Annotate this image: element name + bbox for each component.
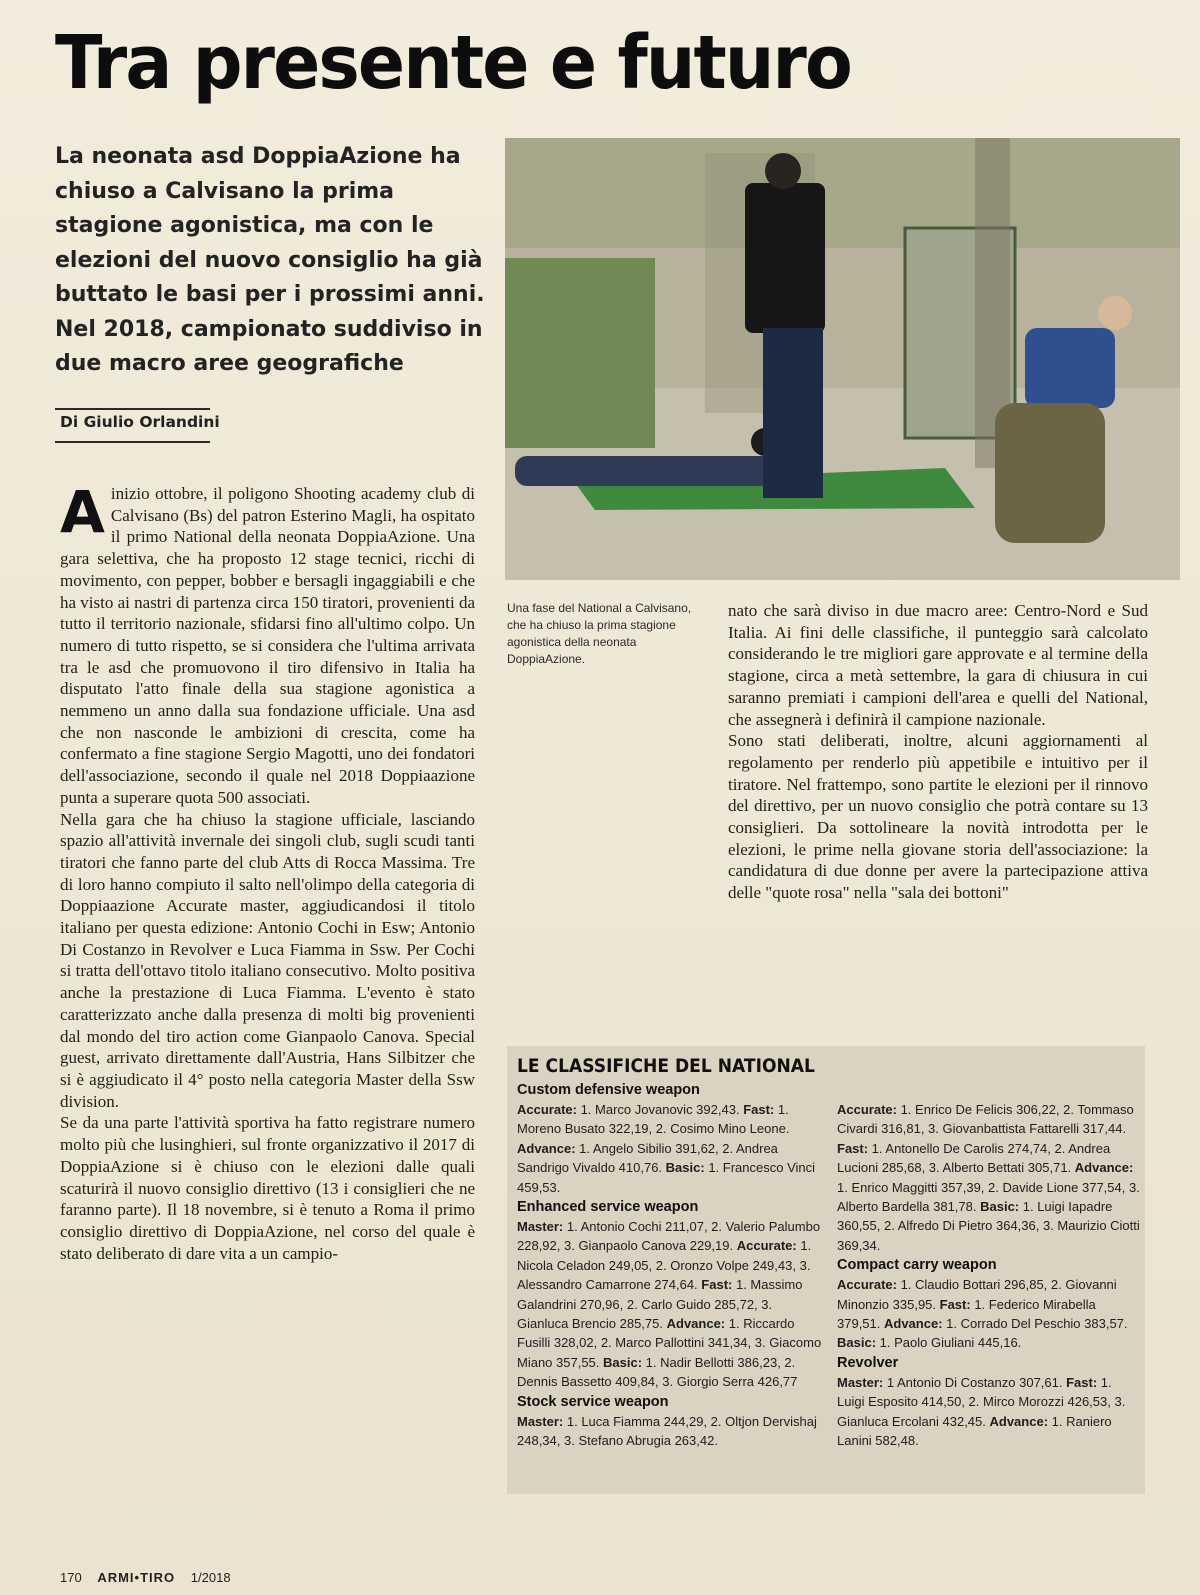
article-paragraph — [60, 478, 475, 809]
photo-standing-officer — [745, 183, 825, 333]
issue-number: 1/2018 — [190, 1570, 231, 1585]
photo-standing-officer-head — [765, 153, 801, 189]
magazine-logo: ARMI•TIRO — [97, 1570, 176, 1585]
ranking-entry: Accurate: 1. Claudio Bottari 296,85, 2. Giovanni Minonzio 335,95. Fast: 1. Federico Mirabella 379,51. Advance: 1. Corrado Del Peschio 383,57. Basic: 1. Paolo Giuliani 445,16. — [837, 1277, 1128, 1351]
article-paragraph: Nella gara che ha chiuso la stagione ufficiale, lasciando spazio all'attività invernale dei singoli club, sugli scudi tanti tiratori che fanno parte del club Atts di Rocca Massima. Tre di loro hanno compiuto il salto nell'olimpo della categoria di Doppiaazione Accurate master, aggiudicandosi il titolo italiano per questa edizione: Antonio Cochi in Esw; Antonio Di Costanzo in Revolver e Luca Fiamma in Ssw. Per Cochi si tratta dell'ottavo titolo italiano consecutivo. Molto positiva anche la prestazione di Luca Fiamma. L'evento è stato caratterizzato anche dalla presenza di molti big provenienti dal mondo del tiro action come Gianpaolo Canova. Special guest, arrivato direttamente dall'Austria, Hans Silbitzer che si è aggiudicato il 4° posto nella categoria Master della Ssw division. — [60, 809, 475, 1111]
photo-crouching-shooter — [1025, 328, 1115, 408]
ranking-heading: Custom defensive weapon — [517, 1082, 700, 1098]
photo-bush — [505, 258, 655, 448]
byline-rule-top — [55, 408, 210, 410]
article-column-right — [728, 600, 1148, 904]
photo-caption: Una fase del National a Calvisano, che ha chiuso la prima stagione agonistica della neonata DoppiaAzione. — [507, 601, 692, 666]
ranking-heading: Revolver — [837, 1354, 899, 1371]
dropcap: A — [60, 478, 105, 546]
byline-rule-bottom — [55, 441, 210, 443]
ranking-entry: Accurate: 1. Enrico De Felicis 306,22, 2. Tommaso Civardi 316,81, 3. Giovanbattista Fattarelli 317,44. Fast: 1. Antonello De Carolis 274,74, 2. Andrea Lucioni 285,68, 3. Alberto Bettati 305,71. Advance: 1. Enrico Maggitti 357,39, 2. Davide Lione 377,54, 3. Alberto Bardella 381,78. Basic: 1. Luigi Iapadre 360,55, 2. Alfredo Di Pietro 364,36, 3. Maurizio Ciotti 369,34. — [837, 1102, 1140, 1253]
ranking-heading: Stock service weapon — [517, 1393, 669, 1410]
rankings-column-left — [517, 1080, 822, 1451]
ranking-entry: Accurate: 1. Marco Jovanovic 392,43. Fast: 1. Moreno Busato 322,19, 2. Cosimo Mino Leone. Advance: 1. Angelo Sibilio 391,62, 2. Andrea Sandrigo Vivaldo 410,76. Basic: 1. Francesco Vinci 459,53. — [517, 1102, 816, 1195]
ranking-entry: Master: 1. Antonio Cochi 211,07, 2. Valerio Palumbo 228,92, 3. Gianpaolo Canova 229,19. Accurate: 1. Nicola Celadon 249,05, 2. Oronzo Volpe 249,43, 3. Alessandro Camarrone 274,64. Fast: 1. Massimo Galandrini 270,96, 2. Carlo Guido 285,72, 3. Gianluca Brencio 285,75. Advance: 1. Riccardo Fusilli 328,02, 2. Marco Pallottini 341,34, 3. Giacomo Miano 357,55. Basic: 1. Nadir Bellotti 386,23, 2. Dennis Bassetto 409,84, 3. Giorgio Serra 426,77 — [517, 1219, 822, 1390]
ranking-entry: Master: 1. Luca Fiamma 244,29, 2. Oltjon Dervishaj 248,34, 3. Stefano Abrugia 263,42. — [517, 1413, 817, 1449]
photo-crouching-shooter-legs — [995, 403, 1105, 543]
shooting-range-photo — [505, 138, 1180, 580]
page-number: 170 — [60, 1570, 82, 1585]
photo-trees — [505, 138, 1180, 248]
ranking-heading: Enhanced service weapon — [517, 1199, 699, 1216]
byline: Di Giulio Orlandini — [60, 413, 220, 431]
page-footer — [60, 1570, 231, 1585]
article-paragraph: Se da una parte l'attività sportiva ha fatto registrare numero molto più che lusinghieri, sul fronte organizzativo il 2017 di DoppiaAzione si è chiuso con le elezioni dalle quali scaturirà il nuovo consiglio direttivo (13 i consiglieri che ne faranno parte). Il 18 novembre, si è tenuto a Roma il primo consiglio direttivo di DoppiaAzione, nel corso del quale è stato deliberato di dare vita a un campio- — [60, 1113, 475, 1263]
photo-crouching-shooter-head — [1098, 296, 1132, 330]
ranking-heading: Compact carry weapon — [837, 1257, 997, 1274]
rankings-title: LE CLASSIFICHE DEL NATIONAL — [517, 1055, 815, 1077]
article-paragraph: Sono stati deliberati, inoltre, alcuni aggiornamenti al regolamento per renderlo più appetibile e intuitivo per il tiratore. Nel frattempo, sono partite le elezioni per il rinnovo del direttivo, per un nuovo consiglio che potrà contare su 13 consiglieri. Da sottolineare la novità introdotta per le elezioni, le prime nella giovane storia dell'associazione: la candidatura di due donne per avere la partecipazione attiva delle "quote rosa" nella "sala dei bottoni" — [728, 731, 1148, 903]
article-paragraph: nato che sarà diviso in due macro aree: Centro-Nord e Sud Italia. Ai fini delle classifiche, il punteggio sarà calcolato considerando le tre migliori gare approvate e al termine della stagione, circa a metà settembre, la gara di chiusura in cui saranno premiati i campioni dell'area e quelli del National, che assegnerà i definirà il campione nazionale. — [728, 601, 1148, 729]
article-subtitle: La neonata asd DoppiaAzione ha chiuso a Calvisano la prima stagione agonistica, ma con le elezioni del nuovo consiglio ha già buttato le basi per i prossimi anni. Nel 2018, campionato suddiviso in due macro aree geografiche — [55, 144, 485, 376]
rankings-column-right — [837, 1100, 1142, 1451]
photo-standing-officer-legs — [763, 328, 823, 498]
article-title: Tra presente e futuro — [55, 20, 851, 106]
paragraph-text: inizio ottobre, il poligono Shooting academy club di Calvisano (Bs) del patron Esterino Magli, ha ospitato il primo National della neonata DoppiaAzione. Una gara selettiva, che ha proposto 12 stage tecnici, ricchi di movimento, con pepper, bobber e bersagli ingaggiabili e che ha visto ai nastri di partenza circa 150 tiratori, provenienti da tutto il territorio nazionale, sfidarsi fino all'ultimo colpo. Un numero di tutto rispetto, se si considera che l'ultima arrivata tra le asd che promuovono il tiro difensivo in Italia ha disputato l'atto finale della sua stagione agonistica a nemmeno un anno dalla sua fondazione ufficiale. Una asd che non nasconde le ambizioni di crescita, come ha confermato a fine stagione Sergio Magotti, uno dei fondatori dell'associazione, secondo il quale nel 2018 Doppiaazione punta a superare quota 500 associati. — [60, 484, 475, 807]
article-column-left — [60, 478, 475, 1264]
ranking-entry: Master: 1 Antonio Di Costanzo 307,61. Fast: 1. Luigi Esposito 414,50, 2. Mirco Morozzi 426,53, 3. Gianluca Ercolani 432,45. Advance: 1. Raniero Lanini 582,48. — [837, 1374, 1126, 1449]
